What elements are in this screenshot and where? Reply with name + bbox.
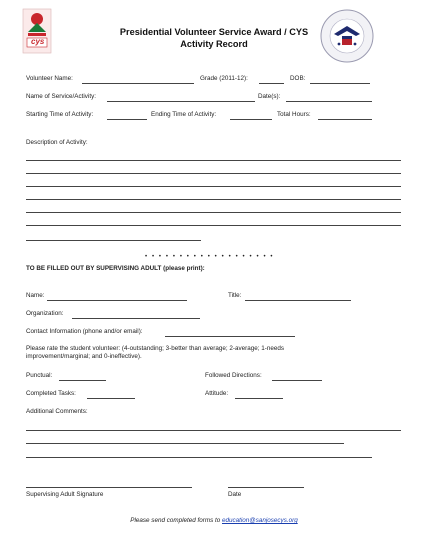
contact-label: Contact Information (phone and/or email): (26, 328, 143, 335)
description-line-7[interactable] (26, 240, 201, 241)
footer-email-link[interactable]: education@sanjosecys.org (222, 517, 298, 524)
comments-line-1[interactable] (26, 430, 401, 431)
description-line-3[interactable] (26, 186, 401, 187)
volunteer-name-label: Volunteer Name: (26, 75, 73, 82)
completed-tasks-field[interactable] (87, 398, 135, 399)
grade-label: Grade (2011-12): (200, 75, 248, 82)
dotted-separator: • • • • • • • • • • • • • • • • • • • (145, 254, 275, 260)
grade-field[interactable] (259, 83, 284, 84)
organization-field[interactable] (72, 318, 200, 319)
signature-label: Supervising Adult Signature (26, 491, 104, 498)
signature-date-label: Date (228, 491, 242, 498)
start-time-label: Starting Time of Activity: (26, 111, 94, 118)
form-title-line2: Activity Record (180, 39, 248, 49)
total-hours-label: Total Hours: (277, 111, 311, 118)
form-title-line1: Presidential Volunteer Service Award / CYS (119, 27, 309, 37)
supervisor-name-field[interactable] (47, 300, 187, 301)
description-line-1[interactable] (26, 160, 401, 161)
supervisor-title-label: Title: (228, 292, 242, 299)
rating-instructions-line2: improvement/marginal; and 0-ineffective). (26, 353, 142, 360)
completed-tasks-label: Completed Tasks: (26, 390, 76, 397)
attitude-field[interactable] (235, 398, 283, 399)
volunteer-name-field[interactable] (82, 83, 194, 84)
contact-field[interactable] (165, 336, 295, 337)
followed-directions-label: Followed Directions: (205, 372, 262, 379)
dob-label: DOB: (290, 75, 306, 82)
end-time-label: Ending Time of Activity: (151, 111, 217, 118)
description-line-6[interactable] (26, 225, 401, 226)
dates-field[interactable] (286, 101, 372, 102)
total-hours-field[interactable] (318, 119, 372, 120)
punctual-field[interactable] (59, 380, 106, 381)
description-line-2[interactable] (26, 173, 401, 174)
dates-label: Date(s): (258, 93, 281, 100)
organization-label: Organization: (26, 310, 64, 317)
additional-comments-label: Additional Comments: (26, 408, 88, 415)
cys-logo (22, 8, 52, 54)
supervisor-heading: TO BE FILLED OUT BY SUPERVISING ADULT (please print): (26, 265, 205, 272)
attitude-label: Attitude: (205, 390, 229, 397)
followed-directions-field[interactable] (272, 380, 322, 381)
service-activity-field[interactable] (107, 101, 255, 102)
footer-text: Please send completed forms to (130, 517, 221, 524)
footer-note (0, 517, 428, 524)
cys-logo-graphic (22, 8, 52, 54)
comments-line-3[interactable] (26, 457, 372, 458)
punctual-label: Punctual: (26, 372, 53, 379)
signature-field[interactable] (26, 487, 192, 488)
description-line-5[interactable] (26, 212, 401, 213)
rating-instructions-line1: Please rate the student volunteer: (4-outstanding; 3-better than average; 2-average; 1-needs (26, 345, 284, 352)
service-activity-label: Name of Service/Activity: (26, 93, 96, 100)
comments-line-2[interactable] (26, 443, 344, 444)
start-time-field[interactable] (107, 119, 147, 120)
signature-date-field[interactable] (228, 487, 304, 488)
cys-logo-text: cys (31, 37, 45, 46)
end-time-field[interactable] (230, 119, 272, 120)
dob-field[interactable] (310, 83, 370, 84)
supervisor-title-field[interactable] (245, 300, 351, 301)
description-label: Description of Activity: (26, 139, 88, 146)
supervisor-name-label: Name: (26, 292, 45, 299)
description-line-4[interactable] (26, 199, 401, 200)
